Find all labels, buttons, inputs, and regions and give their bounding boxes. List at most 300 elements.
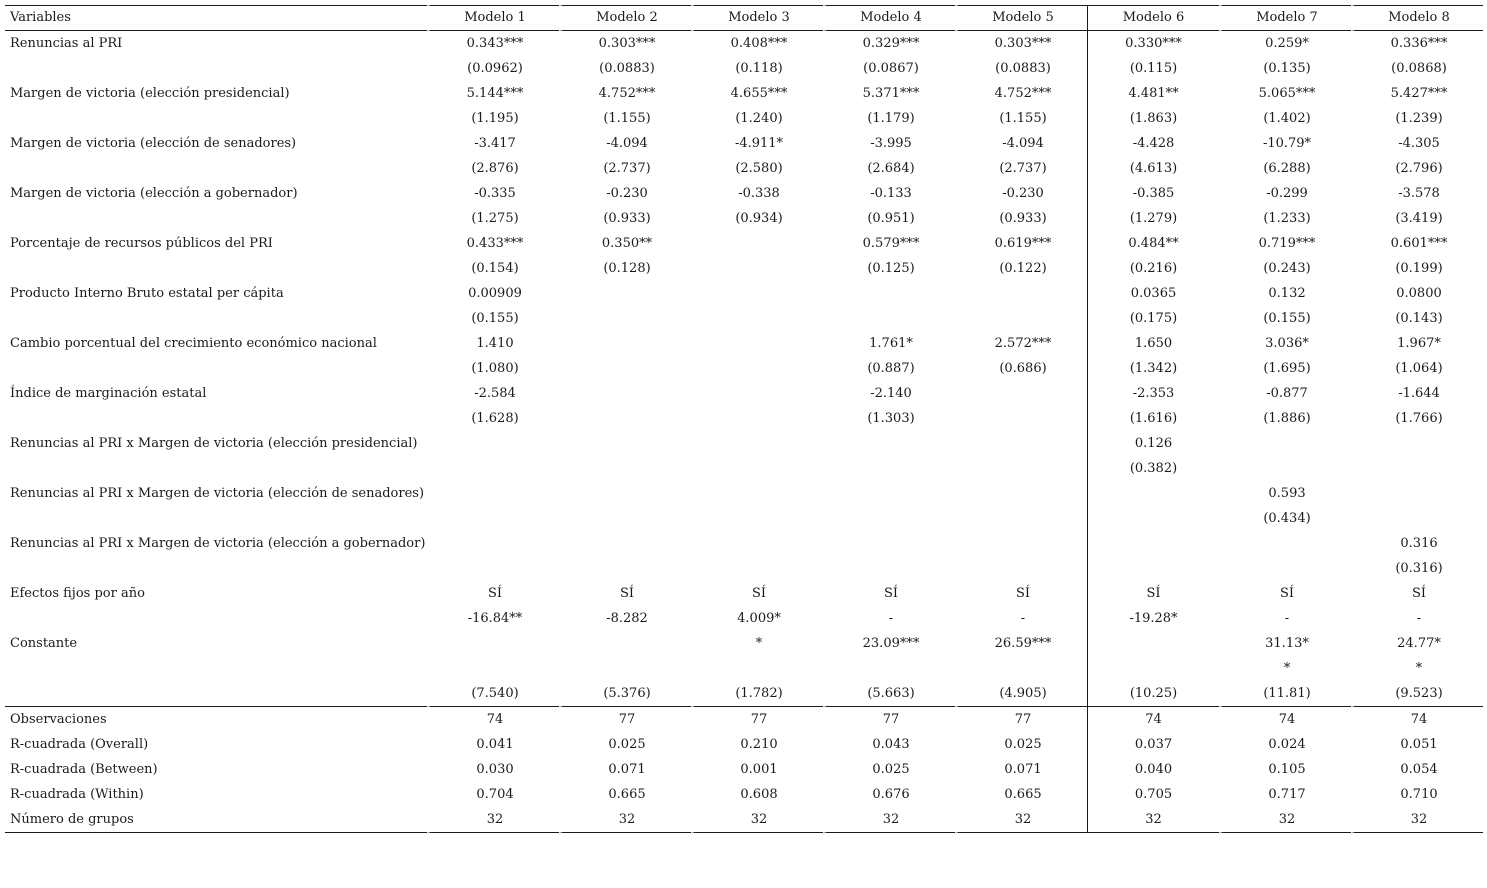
coef-cell-model-7: 5.065***	[1219, 81, 1351, 106]
se-cell-model-6	[1087, 556, 1219, 581]
se-cell-model-6: (1.342)	[1087, 356, 1219, 381]
constant-se-cell-model-4: (5.663)	[823, 681, 955, 706]
coef-cell-model-4	[823, 531, 955, 556]
constant-line3-cell-model-5	[955, 656, 1087, 681]
se-cell-model-5	[955, 556, 1087, 581]
coef-cell-model-6: 0.126	[1087, 431, 1219, 456]
header-model-4: Modelo 4	[823, 5, 955, 31]
se-cell-model-3	[691, 556, 823, 581]
se-cell-model-2: (2.737)	[559, 156, 691, 181]
coef-cell-model-8: 0.0800	[1351, 281, 1483, 306]
se-row-renuncias-al-pri-x-margen-de-victoria-eleccion-presidencial	[5, 456, 1483, 481]
stat-cell-model-8: 32	[1351, 807, 1483, 833]
se-cell-model-5: (1.155)	[955, 106, 1087, 131]
coef-cell-model-5	[955, 281, 1087, 306]
coef-cell-model-1: 1.410	[427, 331, 559, 356]
se-cell-model-1: (1.195)	[427, 106, 559, 131]
coef-cell-model-6: 1.650	[1087, 331, 1219, 356]
coef-cell-model-4: 0.329***	[823, 31, 955, 56]
se-row-renuncias-al-pri-x-margen-de-victoria-eleccion-a-gobernador	[5, 556, 1483, 581]
se-row-margen-de-victoria-eleccion-presidencial	[5, 106, 1483, 131]
header-model-1: Modelo 1	[427, 5, 559, 31]
se-cell-model-3	[691, 406, 823, 431]
se-cell-model-2: (0.0883)	[559, 56, 691, 81]
fixed-effects-cell-model-5: SÍ	[955, 581, 1087, 606]
coef-cell-model-6: -2.353	[1087, 381, 1219, 406]
coef-cell-model-5: -4.094	[955, 131, 1087, 156]
se-row-indice-de-marginacion-estatal	[5, 406, 1483, 431]
coef-cell-model-7: 0.593	[1219, 481, 1351, 506]
se-cell-model-5: (2.737)	[955, 156, 1087, 181]
se-cell-model-3: (0.118)	[691, 56, 823, 81]
stat-cell-model-4: 0.043	[823, 732, 955, 757]
se-cell-model-8	[1351, 506, 1483, 531]
coef-cell-model-5: 0.303***	[955, 31, 1087, 56]
coef-cell-model-5	[955, 481, 1087, 506]
constant-se-cell-model-1: (7.540)	[427, 681, 559, 706]
coef-cell-model-2	[559, 481, 691, 506]
fixed-effects-row	[5, 581, 1483, 606]
coef-cell-model-2: 0.303***	[559, 31, 691, 56]
constant-line2-cell-model-1	[427, 631, 559, 656]
coef-row-porcentaje-de-recursos-publicos-del-pri	[5, 231, 1483, 256]
stat-cell-model-4: 0.676	[823, 782, 955, 807]
coef-row-margen-de-victoria-eleccion-de-senadores	[5, 131, 1483, 156]
se-cell-model-6: (0.216)	[1087, 256, 1219, 281]
constant-se-cell-model-6: (10.25)	[1087, 681, 1219, 706]
se-cell-model-5	[955, 406, 1087, 431]
se-cell-model-8: (0.0868)	[1351, 56, 1483, 81]
coef-cell-model-2: -4.094	[559, 131, 691, 156]
fixed-effects-cell-model-3: SÍ	[691, 581, 823, 606]
header-model-8: Modelo 8	[1351, 5, 1483, 31]
coef-cell-model-4	[823, 481, 955, 506]
se-cell-model-8: (2.796)	[1351, 156, 1483, 181]
fixed-effects-label: Efectos fijos por año	[10, 586, 145, 601]
header-model-2: Modelo 2	[559, 5, 691, 31]
se-cell-model-8: (0.199)	[1351, 256, 1483, 281]
stat-cell-model-5: 0.071	[955, 757, 1087, 782]
coef-cell-model-8: -4.305	[1351, 131, 1483, 156]
se-row-cambio-porcentual-del-crecimiento-economico-nacional	[5, 356, 1483, 381]
constant-se-cell-model-3: (1.782)	[691, 681, 823, 706]
constant-line1-cell-model-5: -	[955, 606, 1087, 631]
se-cell-model-7: (0.155)	[1219, 306, 1351, 331]
stat-cell-model-2: 0.025	[559, 732, 691, 757]
constant-line2-cell-model-8: 24.77*	[1351, 631, 1483, 656]
stat-cell-model-7: 32	[1219, 807, 1351, 833]
se-cell-model-7: (0.243)	[1219, 256, 1351, 281]
constant-line3-cell-model-2	[559, 656, 691, 681]
coef-cell-model-7: -0.299	[1219, 181, 1351, 206]
coef-row-cambio-porcentual-del-crecimiento-economico-nacional	[5, 331, 1483, 356]
coef-cell-model-6	[1087, 481, 1219, 506]
se-cell-model-5: (0.933)	[955, 206, 1087, 231]
stat-cell-model-6: 0.040	[1087, 757, 1219, 782]
se-cell-model-8: (0.316)	[1351, 556, 1483, 581]
stat-cell-model-3: 0.608	[691, 782, 823, 807]
coef-cell-model-3: -4.911*	[691, 131, 823, 156]
constant-line1-cell-model-7: -	[1219, 606, 1351, 631]
constant-label: Constante	[10, 636, 78, 651]
coef-cell-model-2	[559, 381, 691, 406]
se-cell-model-8: (3.419)	[1351, 206, 1483, 231]
coef-cell-model-8: -3.578	[1351, 181, 1483, 206]
stat-row-observaciones	[5, 706, 1483, 732]
coef-row-renuncias-al-pri-x-margen-de-victoria-eleccion-de-senadores	[5, 481, 1483, 506]
coef-cell-model-1: -2.584	[427, 381, 559, 406]
se-cell-model-5	[955, 306, 1087, 331]
coef-cell-model-2	[559, 431, 691, 456]
stat-label-observaciones: Observaciones	[5, 706, 427, 732]
se-cell-model-1	[427, 506, 559, 531]
stat-label-r-cuadrada-between: R-cuadrada (Between)	[10, 762, 158, 777]
coef-cell-model-1	[427, 481, 559, 506]
se-cell-model-6: (1.863)	[1087, 106, 1219, 131]
se-cell-model-5	[955, 456, 1087, 481]
coef-cell-model-3	[691, 481, 823, 506]
coef-cell-model-3	[691, 431, 823, 456]
se-cell-model-1	[427, 556, 559, 581]
stat-cell-model-8: 74	[1351, 706, 1483, 732]
stat-row-r-cuadrada-overall	[5, 732, 1483, 757]
constant-se-label-empty	[5, 681, 427, 706]
se-cell-model-7: (6.288)	[1219, 156, 1351, 181]
coef-row-renuncias-al-pri-x-margen-de-victoria-eleccion-presidencial	[5, 431, 1483, 456]
stat-label-r-cuadrada-within: R-cuadrada (Within)	[10, 787, 144, 802]
header-variables: Variables	[5, 5, 427, 31]
header-model-3: Modelo 3	[691, 5, 823, 31]
se-label-empty	[5, 256, 427, 281]
coef-cell-model-7: 0.132	[1219, 281, 1351, 306]
stat-cell-model-7: 74	[1219, 706, 1351, 732]
coef-cell-model-3: 4.655***	[691, 81, 823, 106]
stat-cell-model-2: 32	[559, 807, 691, 833]
se-cell-model-2: (0.933)	[559, 206, 691, 231]
se-cell-model-4: (2.684)	[823, 156, 955, 181]
coef-row-margen-de-victoria-eleccion-a-gobernador	[5, 181, 1483, 206]
stat-cell-model-1: 74	[427, 706, 559, 732]
constant-line1-cell-model-2: -8.282	[559, 606, 691, 631]
coef-cell-model-2	[559, 531, 691, 556]
coef-cell-model-6: -4.428	[1087, 131, 1219, 156]
constant-se-cell-model-7: (11.81)	[1219, 681, 1351, 706]
coef-cell-model-7: -0.877	[1219, 381, 1351, 406]
coef-cell-model-4: 0.579***	[823, 231, 955, 256]
variable-label-renuncias-al-pri: Renuncias al PRI	[10, 36, 123, 51]
se-cell-model-4: (0.887)	[823, 356, 955, 381]
coef-cell-model-3: -0.338	[691, 181, 823, 206]
coef-cell-model-1: 5.144***	[427, 81, 559, 106]
coef-cell-model-1: 0.433***	[427, 231, 559, 256]
stat-cell-model-3: 0.001	[691, 757, 823, 782]
constant-line2-cell-model-6	[1087, 631, 1219, 656]
stat-cell-model-3: 0.210	[691, 732, 823, 757]
variable-label-renuncias-al-pri-x-margen-de-victoria-eleccion-presidencial: Renuncias al PRI x Margen de victoria (elección presidencial)	[10, 436, 418, 451]
se-cell-model-7	[1219, 556, 1351, 581]
se-cell-model-7: (1.886)	[1219, 406, 1351, 431]
coef-cell-model-8	[1351, 431, 1483, 456]
constant-line1-cell-model-6: -19.28*	[1087, 606, 1219, 631]
variable-label-indice-de-marginacion-estatal: Índice de marginación estatal	[10, 386, 207, 401]
se-cell-model-1: (2.876)	[427, 156, 559, 181]
variable-label-renuncias-al-pri-x-margen-de-victoria-eleccion-de-senadores: Renuncias al PRI x Margen de victoria (elección de senadores)	[10, 486, 425, 501]
se-cell-model-8: (1.766)	[1351, 406, 1483, 431]
se-cell-model-6: (0.115)	[1087, 56, 1219, 81]
coef-cell-model-8: 1.967*	[1351, 331, 1483, 356]
coef-cell-model-4: 1.761*	[823, 331, 955, 356]
constant-label-spacer	[5, 656, 427, 681]
se-cell-model-2	[559, 306, 691, 331]
stat-label-r-cuadrada-overall: R-cuadrada (Overall)	[10, 737, 149, 752]
coef-cell-model-3	[691, 281, 823, 306]
constant-row-2	[5, 631, 1483, 656]
se-label-empty	[5, 306, 427, 331]
coef-cell-model-6: 0.0365	[1087, 281, 1219, 306]
constant-line2-cell-model-4: 23.09***	[823, 631, 955, 656]
stat-cell-model-4: 0.025	[823, 757, 955, 782]
se-cell-model-7: (0.434)	[1219, 506, 1351, 531]
fixed-effects-cell-model-1: SÍ	[427, 581, 559, 606]
coef-cell-model-3	[691, 531, 823, 556]
stat-cell-model-5: 32	[955, 807, 1087, 833]
se-row-margen-de-victoria-eleccion-a-gobernador	[5, 206, 1483, 231]
stat-cell-model-1: 0.030	[427, 757, 559, 782]
se-label-empty	[5, 356, 427, 381]
se-cell-model-1: (1.628)	[427, 406, 559, 431]
variable-label-margen-de-victoria-eleccion-presidencial: Margen de victoria (elección presidencial)	[10, 86, 290, 101]
coef-cell-model-4: -2.140	[823, 381, 955, 406]
fixed-effects-cell-model-2: SÍ	[559, 581, 691, 606]
table-header	[5, 5, 1483, 31]
coef-cell-model-4: -3.995	[823, 131, 955, 156]
coef-cell-model-8: 0.336***	[1351, 31, 1483, 56]
se-label-empty	[5, 56, 427, 81]
stat-cell-model-3: 77	[691, 706, 823, 732]
se-cell-model-3	[691, 456, 823, 481]
constant-se-cell-model-2: (5.376)	[559, 681, 691, 706]
se-cell-model-6	[1087, 506, 1219, 531]
constant-line1-cell-model-3: 4.009*	[691, 606, 823, 631]
coef-row-producto-interno-bruto-estatal-per-capita	[5, 281, 1483, 306]
stat-cell-model-4: 32	[823, 807, 955, 833]
se-label-empty	[5, 206, 427, 231]
variable-label-cambio-porcentual-del-crecimiento-economico-nacional: Cambio porcentual del crecimiento económico nacional	[10, 336, 377, 351]
se-cell-model-4: (0.0867)	[823, 56, 955, 81]
constant-se-cell-model-8: (9.523)	[1351, 681, 1483, 706]
header-model-7: Modelo 7	[1219, 5, 1351, 31]
se-cell-model-8: (1.239)	[1351, 106, 1483, 131]
se-cell-model-4	[823, 306, 955, 331]
se-cell-model-5	[955, 506, 1087, 531]
constant-line1-cell-model-1: -16.84**	[427, 606, 559, 631]
se-cell-model-3	[691, 306, 823, 331]
se-cell-model-6: (4.613)	[1087, 156, 1219, 181]
se-cell-model-3: (1.240)	[691, 106, 823, 131]
stat-row-r-cuadrada-between	[5, 757, 1483, 782]
se-cell-model-7: (1.402)	[1219, 106, 1351, 131]
se-cell-model-5: (0.0883)	[955, 56, 1087, 81]
coef-cell-model-3: 0.408***	[691, 31, 823, 56]
se-row-porcentaje-de-recursos-publicos-del-pri	[5, 256, 1483, 281]
se-cell-model-1	[427, 456, 559, 481]
constant-se-row	[5, 681, 1483, 706]
coef-cell-model-5: 0.619***	[955, 231, 1087, 256]
coef-cell-model-1: -3.417	[427, 131, 559, 156]
coef-cell-model-5	[955, 431, 1087, 456]
se-cell-model-2: (0.128)	[559, 256, 691, 281]
constant-se-cell-model-5: (4.905)	[955, 681, 1087, 706]
se-label-empty	[5, 156, 427, 181]
se-row-renuncias-al-pri	[5, 56, 1483, 81]
variable-label-renuncias-al-pri-x-margen-de-victoria-eleccion-a-gobernador: Renuncias al PRI x Margen de victoria (elección a gobernador)	[10, 536, 426, 551]
coef-cell-model-4: -0.133	[823, 181, 955, 206]
stat-cell-model-2: 77	[559, 706, 691, 732]
constant-line3-cell-model-6	[1087, 656, 1219, 681]
stat-cell-model-5: 77	[955, 706, 1087, 732]
stat-cell-model-4: 77	[823, 706, 955, 732]
stat-cell-model-3: 32	[691, 807, 823, 833]
coef-cell-model-1: -0.335	[427, 181, 559, 206]
se-cell-model-4: (0.125)	[823, 256, 955, 281]
stat-cell-model-6: 32	[1087, 807, 1219, 833]
coef-cell-model-8: 5.427***	[1351, 81, 1483, 106]
se-label-empty	[5, 106, 427, 131]
stat-cell-model-5: 0.025	[955, 732, 1087, 757]
coef-cell-model-8: 0.601***	[1351, 231, 1483, 256]
coef-cell-model-5	[955, 531, 1087, 556]
se-row-margen-de-victoria-eleccion-de-senadores	[5, 156, 1483, 181]
stat-cell-model-6: 0.705	[1087, 782, 1219, 807]
se-cell-model-8: (0.143)	[1351, 306, 1483, 331]
se-cell-model-3: (0.934)	[691, 206, 823, 231]
stat-cell-model-5: 0.665	[955, 782, 1087, 807]
se-cell-model-5: (0.686)	[955, 356, 1087, 381]
se-cell-model-6: (1.616)	[1087, 406, 1219, 431]
se-cell-model-4: (1.179)	[823, 106, 955, 131]
coef-cell-model-6: -0.385	[1087, 181, 1219, 206]
fixed-effects-cell-model-8: SÍ	[1351, 581, 1483, 606]
regression-table	[5, 5, 1483, 833]
fixed-effects-cell-model-4: SÍ	[823, 581, 955, 606]
se-cell-model-4	[823, 506, 955, 531]
coef-row-renuncias-al-pri-x-margen-de-victoria-eleccion-a-gobernador	[5, 531, 1483, 556]
se-cell-model-4: (1.303)	[823, 406, 955, 431]
se-row-producto-interno-bruto-estatal-per-capita	[5, 306, 1483, 331]
coef-cell-model-8: -1.644	[1351, 381, 1483, 406]
variable-label-margen-de-victoria-eleccion-a-gobernador: Margen de victoria (elección a gobernador)	[10, 186, 298, 201]
coef-cell-model-5: 4.752***	[955, 81, 1087, 106]
variable-label-porcentaje-de-recursos-publicos-del-pri: Porcentaje de recursos públicos del PRI	[10, 236, 273, 251]
se-cell-model-4	[823, 556, 955, 581]
coef-row-margen-de-victoria-eleccion-presidencial	[5, 81, 1483, 106]
constant-label-spacer	[5, 606, 427, 631]
se-cell-model-1: (0.0962)	[427, 56, 559, 81]
coef-cell-model-8: 0.316	[1351, 531, 1483, 556]
stat-cell-model-8: 0.054	[1351, 757, 1483, 782]
se-cell-model-4: (0.951)	[823, 206, 955, 231]
coef-cell-model-2	[559, 331, 691, 356]
se-cell-model-2	[559, 556, 691, 581]
stat-row-numero-de-grupos	[5, 807, 1483, 833]
constant-line2-cell-model-2	[559, 631, 691, 656]
constant-line2-cell-model-7: 31.13*	[1219, 631, 1351, 656]
fixed-effects-cell-model-6: SÍ	[1087, 581, 1219, 606]
constant-line1-cell-model-8: -	[1351, 606, 1483, 631]
coef-cell-model-4: 5.371***	[823, 81, 955, 106]
coef-cell-model-1: 0.343***	[427, 31, 559, 56]
stat-cell-model-8: 0.710	[1351, 782, 1483, 807]
stat-cell-model-7: 0.717	[1219, 782, 1351, 807]
constant-line3-cell-model-3	[691, 656, 823, 681]
constant-line3-cell-model-8: *	[1351, 656, 1483, 681]
header-model-5: Modelo 5	[955, 5, 1087, 31]
se-label-empty	[5, 556, 427, 581]
coef-row-indice-de-marginacion-estatal	[5, 381, 1483, 406]
constant-line3-cell-model-1	[427, 656, 559, 681]
stat-cell-model-8: 0.051	[1351, 732, 1483, 757]
constant-line2-cell-model-5: 26.59***	[955, 631, 1087, 656]
coef-cell-model-2: 4.752***	[559, 81, 691, 106]
se-cell-model-6: (0.175)	[1087, 306, 1219, 331]
coef-cell-model-5: -0.230	[955, 181, 1087, 206]
se-cell-model-2	[559, 356, 691, 381]
coef-row-renuncias-al-pri	[5, 31, 1483, 56]
stat-cell-model-1: 32	[427, 807, 559, 833]
coef-cell-model-1	[427, 531, 559, 556]
se-cell-model-3: (2.580)	[691, 156, 823, 181]
stat-label-numero-de-grupos: Número de grupos	[5, 807, 427, 833]
se-cell-model-1: (0.155)	[427, 306, 559, 331]
stat-cell-model-6: 74	[1087, 706, 1219, 732]
coef-cell-model-2	[559, 281, 691, 306]
constant-row-1	[5, 606, 1483, 631]
se-cell-model-5: (0.122)	[955, 256, 1087, 281]
coef-cell-model-7: 0.259*	[1219, 31, 1351, 56]
coef-cell-model-1	[427, 431, 559, 456]
header-row	[5, 5, 1483, 31]
se-cell-model-1: (0.154)	[427, 256, 559, 281]
stat-cell-model-6: 0.037	[1087, 732, 1219, 757]
stat-cell-model-1: 0.704	[427, 782, 559, 807]
coef-cell-model-6: 0.330***	[1087, 31, 1219, 56]
coef-cell-model-4	[823, 281, 955, 306]
se-cell-model-4	[823, 456, 955, 481]
stat-cell-model-2: 0.071	[559, 757, 691, 782]
se-cell-model-3	[691, 506, 823, 531]
coef-cell-model-5	[955, 381, 1087, 406]
fixed-effects-cell-model-7: SÍ	[1219, 581, 1351, 606]
coef-cell-model-6: 0.484**	[1087, 231, 1219, 256]
se-cell-model-6: (1.279)	[1087, 206, 1219, 231]
variable-label-producto-interno-bruto-estatal-per-capita: Producto Interno Bruto estatal per cápita	[10, 286, 284, 301]
se-cell-model-7	[1219, 456, 1351, 481]
se-cell-model-2: (1.155)	[559, 106, 691, 131]
constant-line3-cell-model-7: *	[1219, 656, 1351, 681]
se-label-empty	[5, 406, 427, 431]
se-cell-model-1: (1.275)	[427, 206, 559, 231]
se-cell-model-8: (1.064)	[1351, 356, 1483, 381]
se-cell-model-8	[1351, 456, 1483, 481]
stat-cell-model-7: 0.105	[1219, 757, 1351, 782]
coef-cell-model-4	[823, 431, 955, 456]
se-cell-model-3	[691, 256, 823, 281]
se-cell-model-7: (0.135)	[1219, 56, 1351, 81]
se-cell-model-2	[559, 406, 691, 431]
variable-label-margen-de-victoria-eleccion-de-senadores: Margen de victoria (elección de senadores)	[10, 136, 297, 151]
coef-cell-model-7: -10.79*	[1219, 131, 1351, 156]
coef-cell-model-3	[691, 331, 823, 356]
